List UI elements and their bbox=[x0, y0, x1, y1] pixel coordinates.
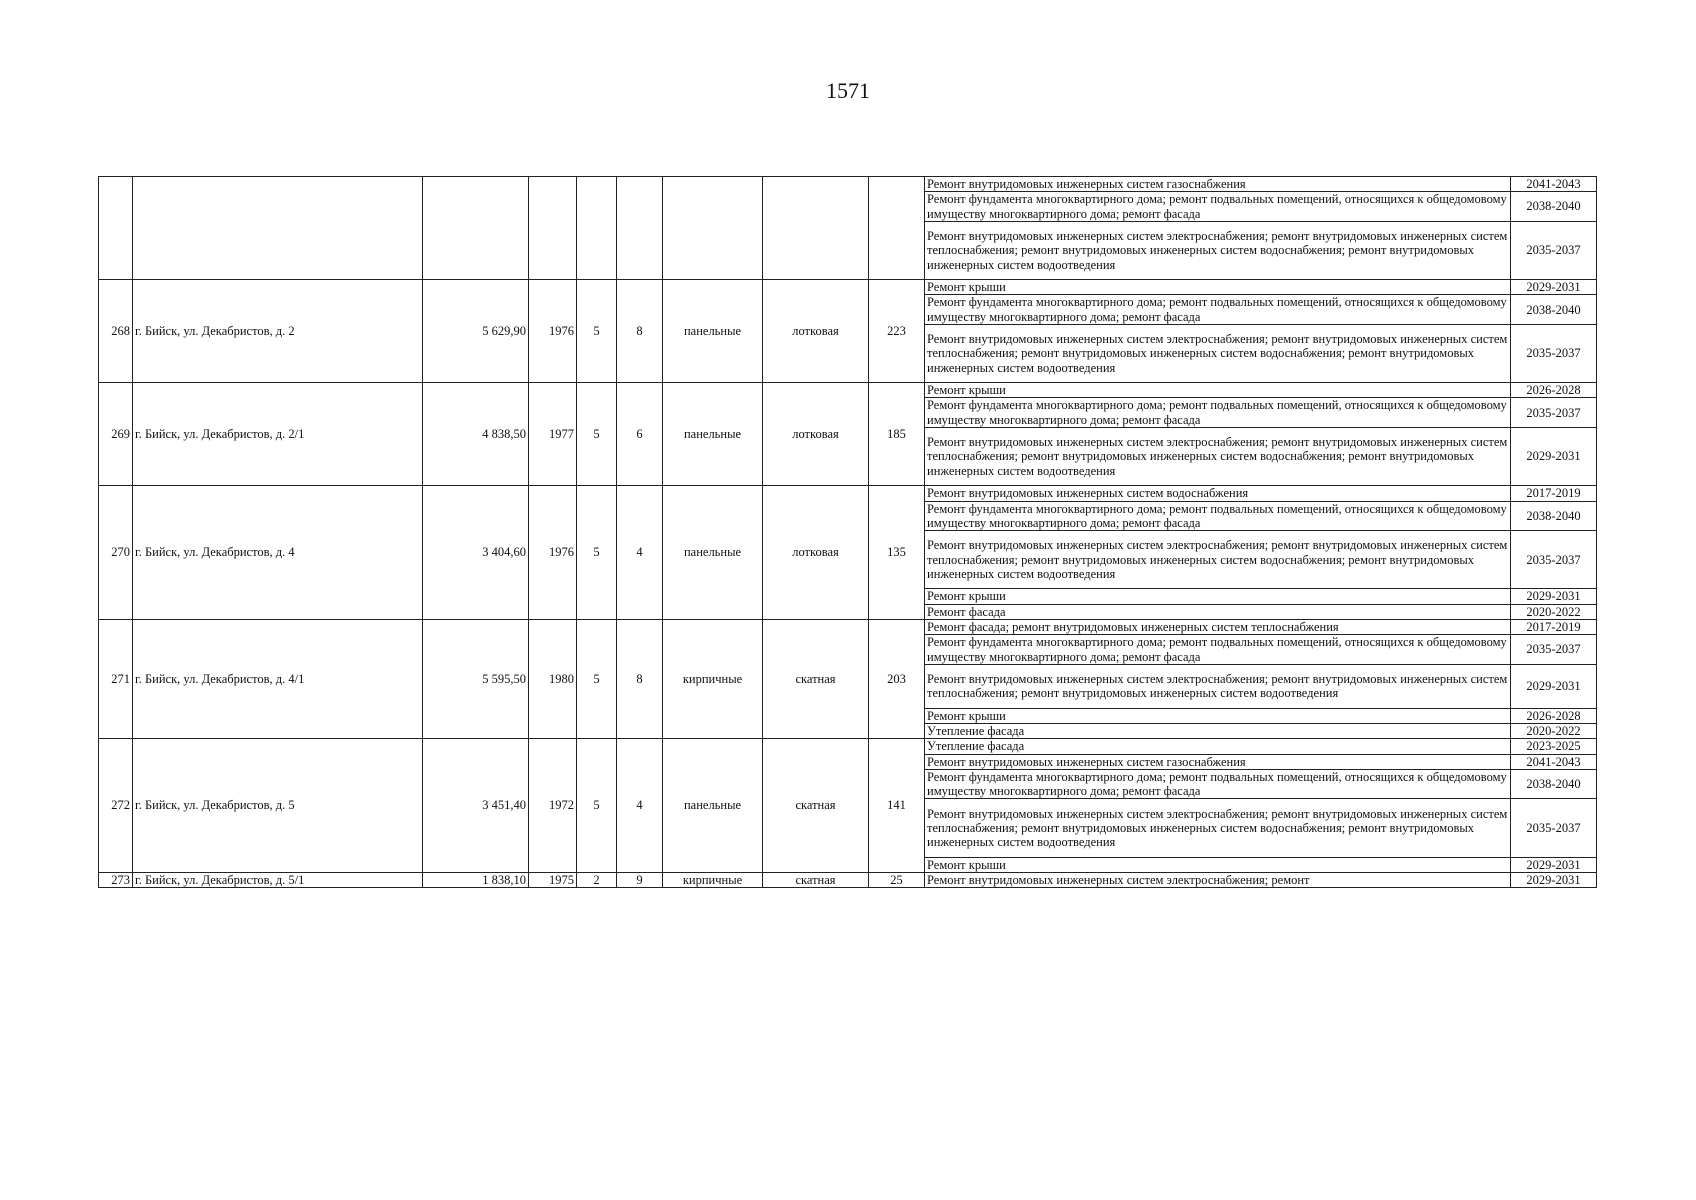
period-cell: 2035-2037 bbox=[1511, 531, 1597, 589]
work-type-cell: Ремонт внутридомовых инженерных систем электроснабжения; ремонт внутридомовых инженерных систем теплоснабжения; ремонт внутридомовых инженерных систем водоснабжения; ремонт внутридомовых инженерных систем водоотведения bbox=[925, 428, 1511, 486]
work-type-cell: Ремонт фундамента многоквартирного дома; ремонт подвальных помещений, относящихся к общедомовому имуществу многоквартирного дома; ремонт фасада bbox=[925, 635, 1511, 665]
work-type-cell: Ремонт фундамента многоквартирного дома; ремонт подвальных помещений, относящихся к общедомовому имуществу многоквартирного дома; ремонт фасада bbox=[925, 295, 1511, 325]
table-body bbox=[99, 177, 1597, 888]
work-type-cell: Ремонт внутридомовых инженерных систем электроснабжения; ремонт внутридомовых инженерных систем теплоснабжения; ремонт внутридомовых инженерных систем водоснабжения; ремонт внутридомовых инженерных систем водоотведения bbox=[925, 324, 1511, 382]
wall-material-cell: панельные bbox=[663, 280, 763, 383]
row-number-cell: 271 bbox=[99, 619, 133, 738]
period-cell: 2035-2037 bbox=[1511, 324, 1597, 382]
period-cell: 2038-2040 bbox=[1511, 295, 1597, 325]
row-number-cell: 269 bbox=[99, 383, 133, 486]
wall-material-cell: кирпичные bbox=[663, 619, 763, 738]
work-type-cell: Ремонт внутридомовых инженерных систем электроснабжения; ремонт bbox=[925, 872, 1511, 887]
address-cell bbox=[133, 177, 423, 280]
period-cell: 2035-2037 bbox=[1511, 799, 1597, 857]
period-cell: 2017-2019 bbox=[1511, 619, 1597, 634]
period-cell: 2020-2022 bbox=[1511, 723, 1597, 738]
page-number: 1571 bbox=[826, 78, 870, 103]
entrances-count-cell: 8 bbox=[617, 280, 663, 383]
work-type-cell: Ремонт фундамента многоквартирного дома; ремонт подвальных помещений, относящихся к общедомовому имуществу многоквартирного дома; ремонт фасада bbox=[925, 192, 1511, 222]
floors-count-cell: 5 bbox=[577, 280, 617, 383]
address-cell: г. Бийск, ул. Декабристов, д. 4/1 bbox=[133, 619, 423, 738]
table-row bbox=[99, 383, 1597, 398]
period-cell: 2029-2031 bbox=[1511, 857, 1597, 872]
period-cell: 2041-2043 bbox=[1511, 177, 1597, 192]
build-year-cell: 1977 bbox=[529, 383, 577, 486]
entrances-count-cell: 6 bbox=[617, 383, 663, 486]
table-row bbox=[99, 486, 1597, 501]
wall-material-cell: панельные bbox=[663, 383, 763, 486]
total-area-cell: 5 595,50 bbox=[423, 619, 529, 738]
work-type-cell: Ремонт фундамента многоквартирного дома; ремонт подвальных помещений, относящихся к общедомовому имуществу многоквартирного дома; ремонт фасада bbox=[925, 769, 1511, 799]
work-type-cell: Ремонт крыши bbox=[925, 857, 1511, 872]
row-number-cell bbox=[99, 177, 133, 280]
residents-count-cell: 223 bbox=[869, 280, 925, 383]
table-row bbox=[99, 619, 1597, 634]
work-type-cell: Ремонт крыши bbox=[925, 383, 1511, 398]
floors-count-cell bbox=[577, 177, 617, 280]
roof-type-cell: лотковая bbox=[763, 383, 869, 486]
residents-count-cell: 141 bbox=[869, 739, 925, 873]
address-cell: г. Бийск, ул. Декабристов, д. 5/1 bbox=[133, 872, 423, 887]
work-type-cell: Ремонт внутридомовых инженерных систем электроснабжения; ремонт внутридомовых инженерных систем теплоснабжения; ремонт внутридомовых инженерных систем водоотведения bbox=[925, 664, 1511, 708]
build-year-cell: 1976 bbox=[529, 486, 577, 620]
floors-count-cell: 5 bbox=[577, 619, 617, 738]
period-cell: 2041-2043 bbox=[1511, 754, 1597, 769]
floors-count-cell: 5 bbox=[577, 383, 617, 486]
work-type-cell: Ремонт внутридомовых инженерных систем электроснабжения; ремонт внутридомовых инженерных систем теплоснабжения; ремонт внутридомовых инженерных систем водоснабжения; ремонт внутридомовых инженерных систем водоотведения bbox=[925, 531, 1511, 589]
wall-material-cell: кирпичные bbox=[663, 872, 763, 887]
period-cell: 2029-2031 bbox=[1511, 589, 1597, 604]
build-year-cell: 1972 bbox=[529, 739, 577, 873]
roof-type-cell: лотковая bbox=[763, 280, 869, 383]
total-area-cell bbox=[423, 177, 529, 280]
residents-count-cell: 25 bbox=[869, 872, 925, 887]
entrances-count-cell: 8 bbox=[617, 619, 663, 738]
roof-type-cell: скатная bbox=[763, 872, 869, 887]
period-cell: 2026-2028 bbox=[1511, 383, 1597, 398]
period-cell: 2026-2028 bbox=[1511, 708, 1597, 723]
floors-count-cell: 5 bbox=[577, 486, 617, 620]
roof-type-cell: лотковая bbox=[763, 486, 869, 620]
period-cell: 2029-2031 bbox=[1511, 280, 1597, 295]
period-cell: 2035-2037 bbox=[1511, 221, 1597, 279]
work-type-cell: Ремонт внутридомовых инженерных систем газоснабжения bbox=[925, 177, 1511, 192]
table-row bbox=[99, 280, 1597, 295]
period-cell: 2029-2031 bbox=[1511, 664, 1597, 708]
residents-count-cell: 203 bbox=[869, 619, 925, 738]
period-cell: 2020-2022 bbox=[1511, 604, 1597, 619]
address-cell: г. Бийск, ул. Декабристов, д. 5 bbox=[133, 739, 423, 873]
work-type-cell: Ремонт внутридомовых инженерных систем электроснабжения; ремонт внутридомовых инженерных систем теплоснабжения; ремонт внутридомовых инженерных систем водоснабжения; ремонт внутридомовых инженерных систем водоотведения bbox=[925, 221, 1511, 279]
address-cell: г. Бийск, ул. Декабристов, д. 4 bbox=[133, 486, 423, 620]
total-area-cell: 4 838,50 bbox=[423, 383, 529, 486]
work-type-cell: Ремонт внутридомовых инженерных систем газоснабжения bbox=[925, 754, 1511, 769]
roof-type-cell bbox=[763, 177, 869, 280]
address-cell: г. Бийск, ул. Декабристов, д. 2/1 bbox=[133, 383, 423, 486]
entrances-count-cell: 4 bbox=[617, 486, 663, 620]
period-cell: 2038-2040 bbox=[1511, 769, 1597, 799]
table-row bbox=[99, 177, 1597, 192]
total-area-cell: 1 838,10 bbox=[423, 872, 529, 887]
work-type-cell: Ремонт внутридомовых инженерных систем электроснабжения; ремонт внутридомовых инженерных систем теплоснабжения; ремонт внутридомовых инженерных систем водоснабжения; ремонт внутридомовых инженерных систем водоотведения bbox=[925, 799, 1511, 857]
wall-material-cell: панельные bbox=[663, 739, 763, 873]
work-type-cell: Ремонт крыши bbox=[925, 589, 1511, 604]
period-cell: 2038-2040 bbox=[1511, 192, 1597, 222]
table-row bbox=[99, 872, 1597, 887]
period-cell: 2038-2040 bbox=[1511, 501, 1597, 531]
work-type-cell: Утепление фасада bbox=[925, 739, 1511, 754]
total-area-cell: 5 629,90 bbox=[423, 280, 529, 383]
period-cell: 2017-2019 bbox=[1511, 486, 1597, 501]
row-number-cell: 268 bbox=[99, 280, 133, 383]
residents-count-cell: 135 bbox=[869, 486, 925, 620]
work-type-cell: Ремонт крыши bbox=[925, 708, 1511, 723]
entrances-count-cell bbox=[617, 177, 663, 280]
period-cell: 2029-2031 bbox=[1511, 872, 1597, 887]
build-year-cell bbox=[529, 177, 577, 280]
roof-type-cell: скатная bbox=[763, 739, 869, 873]
period-cell: 2035-2037 bbox=[1511, 635, 1597, 665]
floors-count-cell: 5 bbox=[577, 739, 617, 873]
floors-count-cell: 2 bbox=[577, 872, 617, 887]
period-cell: 2035-2037 bbox=[1511, 398, 1597, 428]
wall-material-cell bbox=[663, 177, 763, 280]
total-area-cell: 3 451,40 bbox=[423, 739, 529, 873]
work-type-cell: Ремонт фундамента многоквартирного дома; ремонт подвальных помещений, относящихся к общедомовому имуществу многоквартирного дома; ремонт фасада bbox=[925, 501, 1511, 531]
build-year-cell: 1976 bbox=[529, 280, 577, 383]
work-type-cell: Ремонт фасада; ремонт внутридомовых инженерных систем теплоснабжения bbox=[925, 619, 1511, 634]
row-number-cell: 273 bbox=[99, 872, 133, 887]
work-type-cell: Ремонт внутридомовых инженерных систем водоснабжения bbox=[925, 486, 1511, 501]
residents-count-cell bbox=[869, 177, 925, 280]
residents-count-cell: 185 bbox=[869, 383, 925, 486]
work-type-cell: Ремонт фасада bbox=[925, 604, 1511, 619]
work-type-cell: Ремонт фундамента многоквартирного дома; ремонт подвальных помещений, относящихся к общедомовому имуществу многоквартирного дома; ремонт фасада bbox=[925, 398, 1511, 428]
total-area-cell: 3 404,60 bbox=[423, 486, 529, 620]
row-number-cell: 270 bbox=[99, 486, 133, 620]
period-cell: 2023-2025 bbox=[1511, 739, 1597, 754]
entrances-count-cell: 4 bbox=[617, 739, 663, 873]
table-row bbox=[99, 739, 1597, 754]
work-type-cell: Утепление фасада bbox=[925, 723, 1511, 738]
build-year-cell: 1980 bbox=[529, 619, 577, 738]
period-cell: 2029-2031 bbox=[1511, 428, 1597, 486]
wall-material-cell: панельные bbox=[663, 486, 763, 620]
work-type-cell: Ремонт крыши bbox=[925, 280, 1511, 295]
repair-schedule-table bbox=[98, 176, 1597, 888]
build-year-cell: 1975 bbox=[529, 872, 577, 887]
entrances-count-cell: 9 bbox=[617, 872, 663, 887]
address-cell: г. Бийск, ул. Декабристов, д. 2 bbox=[133, 280, 423, 383]
row-number-cell: 272 bbox=[99, 739, 133, 873]
roof-type-cell: скатная bbox=[763, 619, 869, 738]
